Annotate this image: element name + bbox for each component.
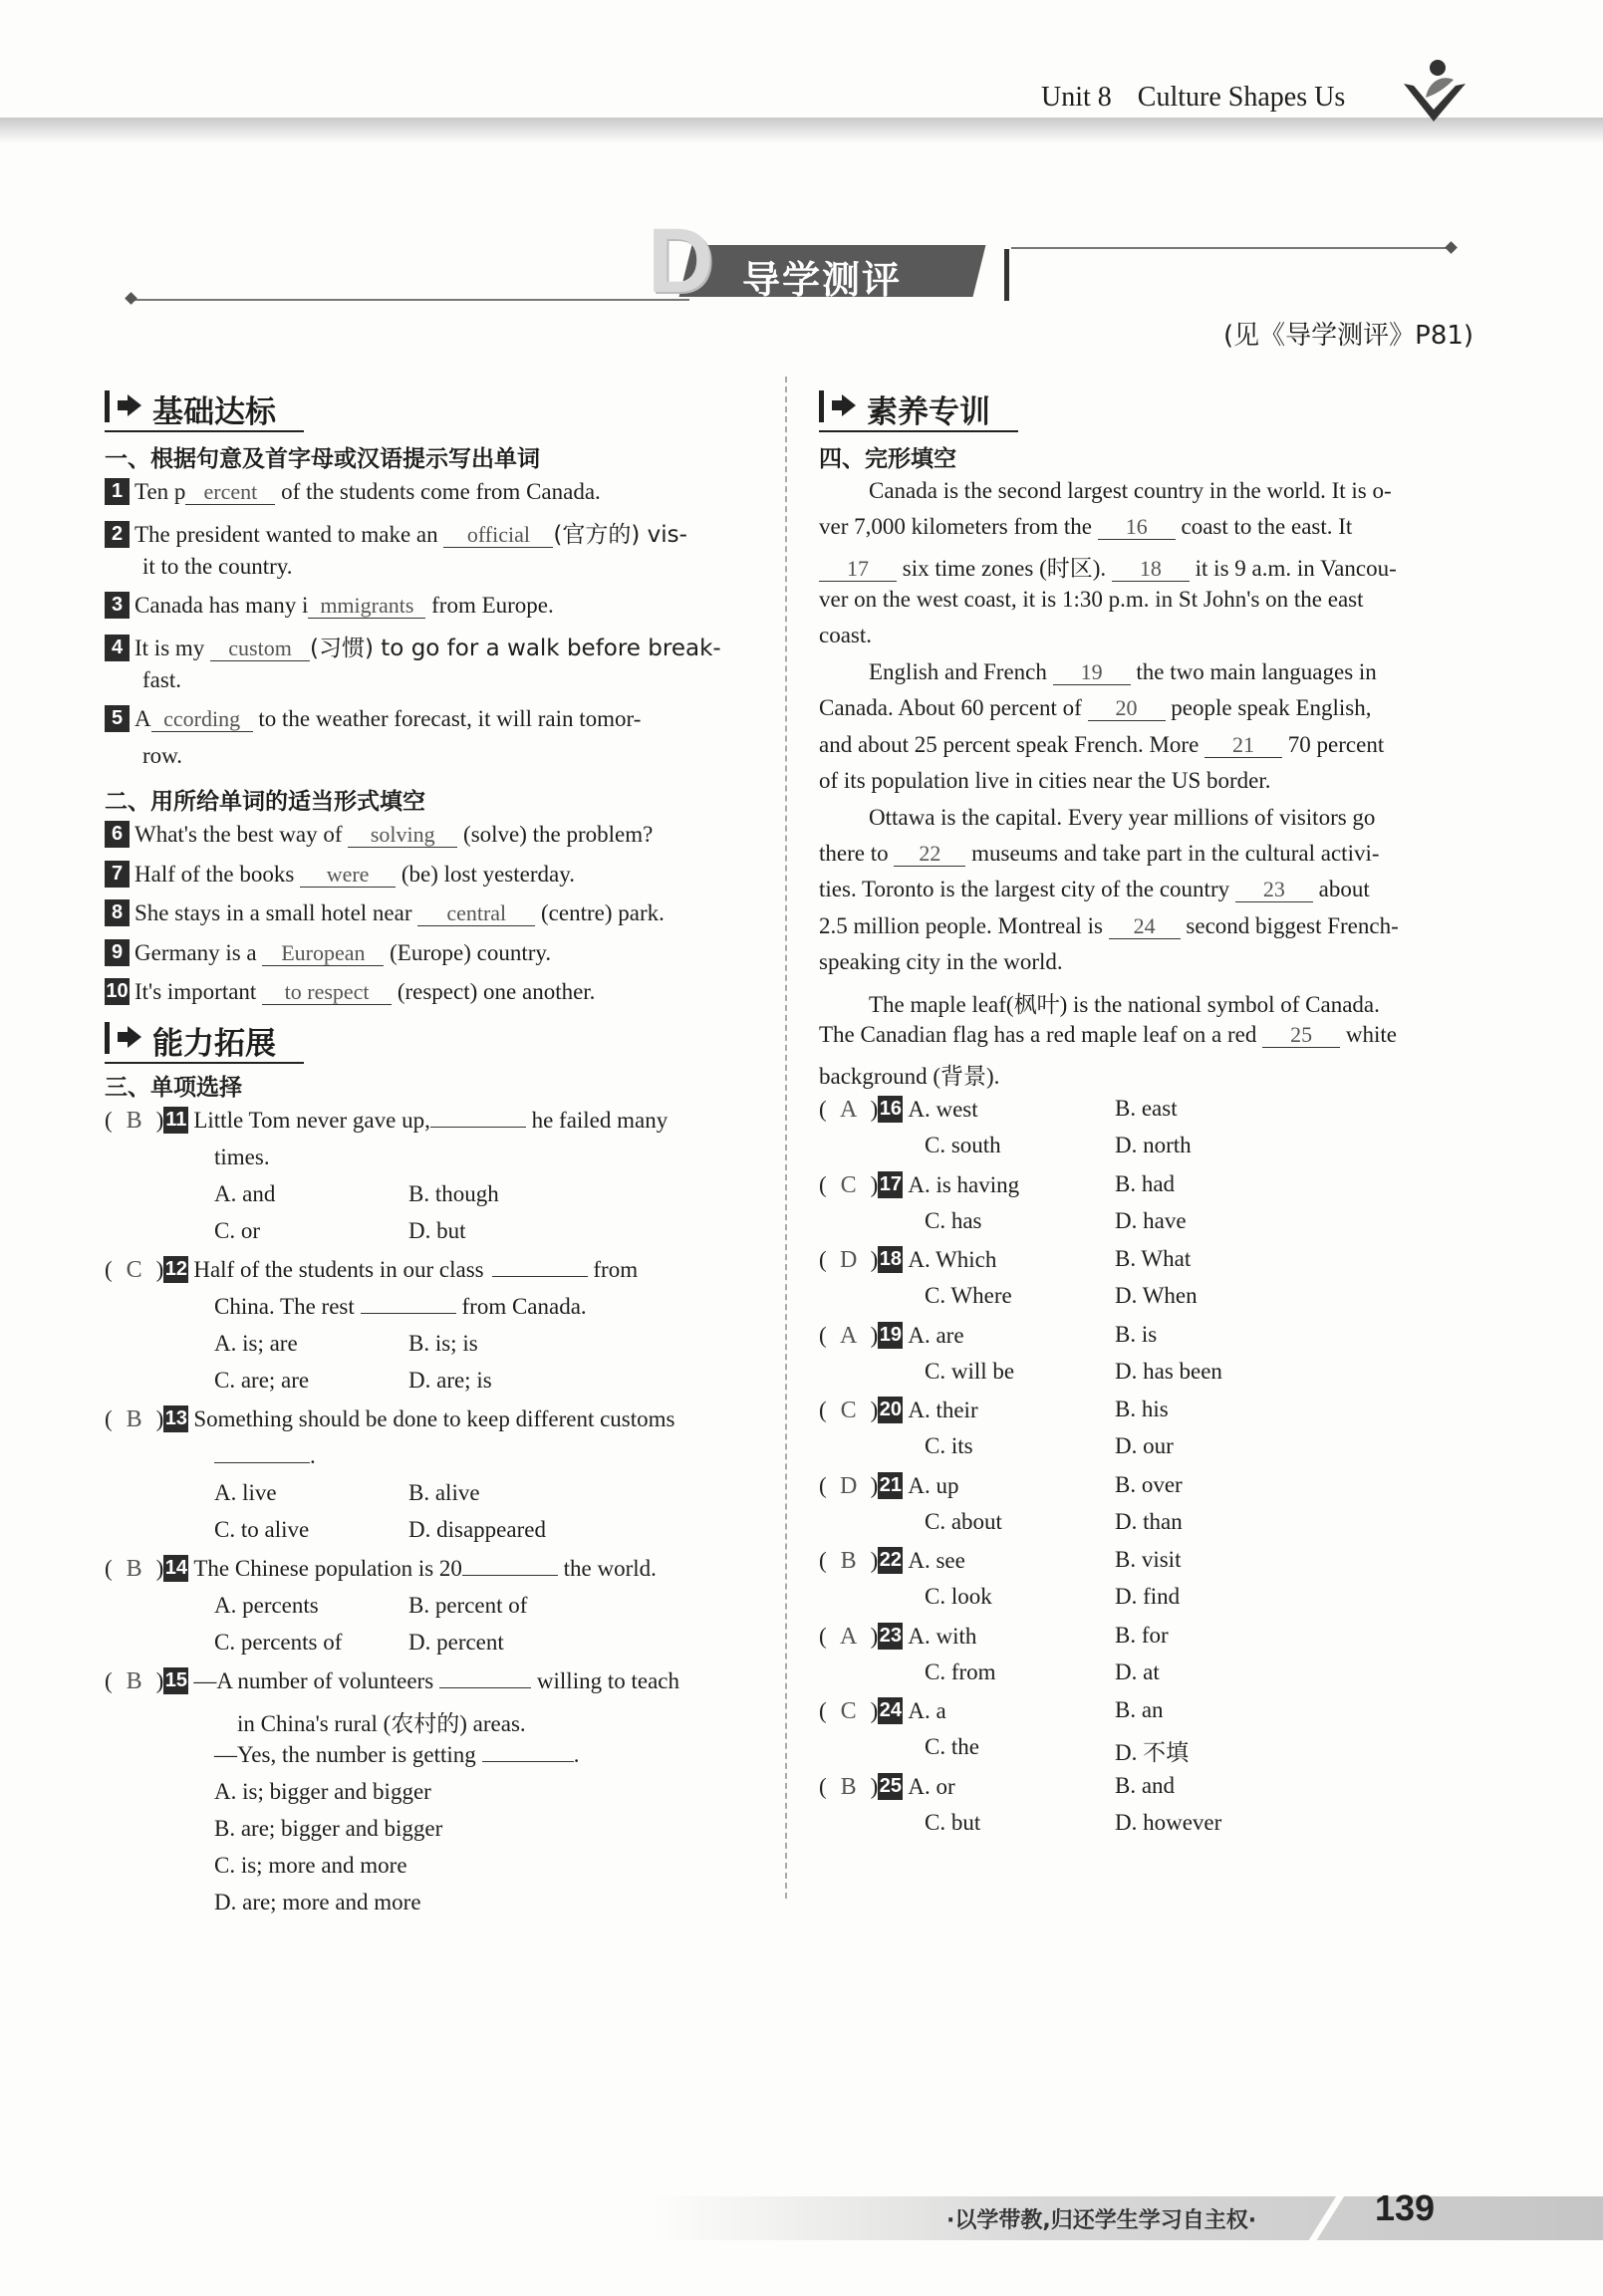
question-number: 13: [163, 1405, 188, 1432]
cloze-choice-16: ( A )16 A. west: [819, 1097, 978, 1123]
answer-blank: were: [300, 863, 396, 888]
option: A. with: [908, 1623, 977, 1649]
option: C. has: [925, 1207, 982, 1233]
option: D. than: [1115, 1508, 1183, 1534]
question-1: 1 Ten p ercent of the students come from Canada.: [105, 478, 601, 505]
option: A. is; are: [214, 1331, 298, 1356]
question-number: 2: [105, 521, 130, 548]
answer-blank: to respect: [262, 980, 392, 1005]
mc-question-14: ( B )14 The Chinese population is 20 the world.: [105, 1556, 657, 1582]
cloze-blank: 23: [1235, 878, 1313, 902]
answer-blank: European: [262, 941, 384, 966]
question-number: 7: [105, 861, 130, 888]
chosen-answer: B: [126, 1556, 142, 1582]
question-2-cont: it to the country.: [142, 554, 293, 579]
question-9: 9 Germany is a European (Europe) country.: [105, 939, 551, 966]
cloze-blank: 21: [1204, 733, 1282, 758]
mc-question-11: ( B )11 Little Tom never gave up, he failed many: [105, 1108, 668, 1134]
banner-end-bar: [1004, 249, 1009, 301]
cloze-blank: 22: [894, 842, 965, 867]
question-number: 5: [105, 705, 130, 732]
question-number: 19: [878, 1322, 903, 1349]
option: B. visit: [1115, 1547, 1182, 1572]
option: A. Which: [908, 1247, 997, 1272]
banner-title: 导学测评: [742, 258, 903, 302]
passage-line: English and French 19 the two main languages in: [869, 659, 1377, 684]
passage-line: The Canadian flag has a red maple leaf on a red 25 white: [819, 1022, 1397, 1047]
option: B. percent of: [408, 1593, 528, 1618]
option: C. to alive: [214, 1517, 310, 1542]
option: D. has been: [1115, 1358, 1222, 1384]
cloze-blank: 20: [1088, 696, 1166, 721]
passage-line: of its population live in cities near the US border.: [819, 768, 1271, 793]
question-8: 8 She stays in a small hotel near central (centre) park.: [105, 899, 665, 926]
option: C. the: [925, 1734, 979, 1759]
passage-line: speaking city in the world.: [819, 949, 1063, 974]
part-underline: [105, 1062, 304, 1064]
cloze-choice-22: ( B )22 A. see: [819, 1548, 965, 1574]
question-10: 10 It's important to respect (respect) one another.: [106, 979, 596, 1004]
option: A. up: [908, 1472, 959, 1498]
option: D. find: [1115, 1584, 1181, 1609]
cloze-blank: 18: [1112, 557, 1190, 582]
mc-stem-cont: in China's rural (农村的) areas.: [237, 1711, 526, 1736]
cloze-blank: 25: [1262, 1023, 1340, 1048]
cloze-choice-18: ( D )18 A. Which: [819, 1247, 997, 1273]
banner-rule-right: [1011, 247, 1452, 249]
cloze-blank: 24: [1109, 914, 1181, 939]
section-heading: 三、单项选择: [105, 1075, 242, 1101]
chosen-answer: C: [840, 1171, 857, 1198]
option: D. at: [1115, 1658, 1160, 1684]
option: B. is; is: [408, 1331, 478, 1356]
question-number: 11: [163, 1107, 188, 1134]
passage-line: 2.5 million people. Montreal is 24 second biggest French-: [819, 913, 1399, 938]
part-underline: [105, 430, 304, 432]
question-number: 1: [105, 478, 130, 505]
chosen-answer: C: [840, 1698, 857, 1724]
option: C. but: [925, 1809, 981, 1835]
option: A. is having: [908, 1171, 1020, 1197]
option: B. his: [1115, 1397, 1169, 1421]
option: B. an: [1115, 1697, 1164, 1722]
passage-line: ver on the west coast, it is 1:30 p.m. in St John's on the east: [819, 587, 1364, 612]
option: A. are: [908, 1322, 964, 1348]
passage-line: 17 six time zones (时区). 18 it is 9 a.m. in Vancou-: [819, 550, 1397, 583]
question-2: 2 The president wanted to make an official (官方的) vis-: [105, 516, 687, 549]
answer-blank: ercent: [185, 480, 275, 505]
option: D. have: [1115, 1207, 1187, 1233]
cloze-blank: 19: [1053, 660, 1131, 685]
option: D. north: [1115, 1133, 1192, 1157]
option: A. west: [908, 1097, 978, 1122]
question-number: 6: [105, 821, 130, 848]
question-7: 7 Half of the books were (be) lost yesterday.: [105, 861, 575, 888]
chosen-answer: A: [840, 1322, 858, 1349]
question-number: 17: [878, 1171, 903, 1198]
reader-logo-icon: [1400, 58, 1469, 128]
answer-blank: ccording: [151, 707, 253, 732]
passage-line: background (背景).: [819, 1064, 1000, 1089]
chosen-answer: A: [840, 1623, 858, 1650]
option: D. percent: [408, 1630, 504, 1655]
mc-question-12: ( C )12 Half of the students in our class from: [105, 1257, 639, 1283]
cloze-blank: 16: [1098, 515, 1176, 540]
option: B. What: [1115, 1246, 1192, 1271]
option: D. When: [1115, 1283, 1198, 1308]
question-number: 20: [878, 1397, 903, 1423]
option: B. is: [1115, 1321, 1158, 1347]
answer-blank: solving: [348, 823, 457, 848]
option: B. over: [1115, 1471, 1183, 1497]
option: B. for: [1115, 1622, 1169, 1648]
option: C. from: [925, 1658, 996, 1684]
passage-line: coast.: [819, 623, 873, 647]
option: C. look: [925, 1584, 992, 1609]
option: C. is; more and more: [214, 1853, 407, 1878]
option: C. about: [925, 1508, 1002, 1534]
question-number: 15: [163, 1667, 188, 1694]
passage-line: there to 22 museums and take part in the cultural activi-: [819, 841, 1380, 866]
arrow-icon: [105, 1022, 145, 1054]
section-heading: 一、根据句意及首字母或汉语提示写出单词: [105, 446, 540, 472]
answer-blank: custom: [210, 637, 310, 661]
chosen-answer: B: [840, 1773, 857, 1800]
option: C. Where: [925, 1283, 1012, 1308]
chosen-answer: A: [840, 1097, 858, 1123]
option: D. our: [1115, 1433, 1174, 1458]
answer-blank: official: [443, 523, 553, 548]
chosen-answer: C: [840, 1398, 857, 1423]
option: C. south: [925, 1133, 1001, 1157]
mc-question-13: ( B )13 Something should be done to keep different customs: [105, 1406, 675, 1432]
passage-line: Canada is the second largest country in the world. It is o-: [869, 478, 1392, 503]
chosen-answer: B: [126, 1668, 142, 1694]
mc-stem-cont: China. The rest from Canada.: [214, 1294, 587, 1319]
passage-line: Canada. About 60 percent of 20 people speak English,: [819, 695, 1372, 720]
cloze-blank: 17: [819, 557, 897, 582]
column-divider: [785, 377, 787, 1899]
banner-letter: D: [648, 210, 714, 312]
part-underline: [819, 430, 1018, 432]
question-number: 21: [878, 1472, 903, 1499]
passage-line: ties. Toronto is the largest city of the country 23 about: [819, 877, 1370, 901]
question-number: 8: [105, 899, 130, 926]
question-4-cont: fast.: [142, 667, 181, 692]
option: D. 不填: [1115, 1740, 1190, 1765]
question-4: 4 It is my custom (习惯) to go for a walk before break-: [105, 630, 721, 662]
part-title: 素养专训: [867, 394, 990, 430]
question-number: 25: [878, 1773, 903, 1800]
answer-blank: central: [417, 901, 535, 926]
option: C. will be: [925, 1358, 1015, 1384]
option: D. disappeared: [408, 1517, 546, 1542]
cloze-choice-25: ( B )25 A. or: [819, 1773, 955, 1800]
option: D. but: [408, 1218, 466, 1243]
footer-slogan: ·以学带教,归还学生学习自主权·: [946, 2208, 1257, 2233]
passage-line: Ottawa is the capital. Every year millions of visitors go: [869, 805, 1376, 830]
chosen-answer: D: [840, 1247, 858, 1273]
running-header: [1041, 82, 1371, 114]
unit-label: Unit 8: [1041, 82, 1112, 113]
question-number: 16: [878, 1096, 903, 1123]
cloze-choice-17: ( C )17 A. is having: [819, 1171, 1020, 1198]
option: A. or: [908, 1773, 955, 1799]
question-number: 18: [878, 1246, 903, 1273]
question-number: 23: [878, 1623, 903, 1650]
chosen-answer: B: [840, 1548, 857, 1574]
question-3: 3 Canada has many i mmigrants from Europe.: [105, 592, 554, 619]
chosen-answer: D: [840, 1472, 858, 1499]
option: B. and: [1115, 1772, 1176, 1798]
part-title: 基础达标: [152, 394, 276, 430]
question-number: 4: [105, 635, 130, 661]
question-5: 5 A ccording to the weather forecast, it will rain tomor-: [105, 705, 641, 732]
arrow-icon: [105, 390, 145, 422]
page-number: 139: [1375, 2187, 1436, 2228]
option: A. a: [908, 1698, 946, 1723]
diamond-icon: [125, 292, 137, 305]
passage-line: The maple leaf(枫叶) is the national symbol of Canada.: [869, 992, 1380, 1017]
section-banner: [568, 210, 1011, 312]
chosen-answer: B: [126, 1406, 142, 1432]
cloze-choice-21: ( D )21 A. up: [819, 1472, 959, 1499]
cloze-choice-24: ( C )24 A. a: [819, 1698, 946, 1724]
reference-note: (见《导学测评》P81): [1223, 321, 1474, 351]
mc-stem-cont: times.: [214, 1145, 270, 1169]
option: B. east: [1115, 1096, 1178, 1121]
cloze-choice-23: ( A )23 A. with: [819, 1623, 977, 1650]
option: A. and: [214, 1181, 276, 1206]
option: C. percents of: [214, 1630, 343, 1655]
arrow-icon: [819, 390, 860, 422]
section-heading: 四、完形填空: [819, 446, 956, 472]
question-6: 6 What's the best way of solving (solve) the problem?: [105, 821, 653, 848]
option: B. had: [1115, 1170, 1176, 1196]
chosen-answer: B: [126, 1108, 142, 1134]
part-title: 能力拓展: [152, 1026, 276, 1062]
cloze-choice-19: ( A )19 A. are: [819, 1322, 964, 1349]
option: D. are; is: [408, 1368, 492, 1393]
mc-stem-cont: .: [214, 1443, 316, 1469]
cloze-choice-20: ( C )20 A. their: [819, 1398, 978, 1423]
option: A. their: [908, 1398, 978, 1422]
option: A. see: [908, 1548, 965, 1573]
mc-question-15: ( B )15 —A number of volunteers willing to teach: [105, 1668, 679, 1694]
passage-line: ver 7,000 kilometers from the 16 coast to the east. It: [819, 514, 1353, 539]
question-number: 12: [163, 1256, 188, 1283]
option: D. however: [1115, 1809, 1222, 1835]
header-band: [0, 118, 1603, 143]
mc-stem-reply: —Yes, the number is getting .: [214, 1742, 580, 1767]
question-number: 9: [105, 939, 130, 966]
diamond-icon: [1445, 241, 1458, 254]
question-number: 24: [878, 1697, 903, 1724]
question-number: 22: [878, 1547, 903, 1574]
passage-line: and about 25 percent speak French. More 21 70 percent: [819, 732, 1385, 757]
section-heading: 二、用所给单词的适当形式填空: [105, 789, 425, 815]
option: A. percents: [214, 1593, 319, 1618]
question-number: 3: [105, 592, 130, 619]
option: B. alive: [408, 1480, 480, 1505]
question-number: 10: [105, 978, 130, 1005]
answer-blank: mmigrants: [308, 594, 425, 619]
option: A. live: [214, 1480, 277, 1505]
option: C. or: [214, 1218, 260, 1243]
unit-title: Culture Shapes Us: [1137, 82, 1346, 113]
question-number: 14: [163, 1555, 188, 1582]
option: D. are; more and more: [214, 1890, 421, 1914]
option: B. though: [408, 1181, 499, 1206]
chosen-answer: C: [126, 1257, 142, 1283]
option: C. its: [925, 1433, 973, 1458]
option: A. is; bigger and bigger: [214, 1779, 431, 1804]
option: C. are; are: [214, 1368, 310, 1393]
option: B. are; bigger and bigger: [214, 1816, 443, 1841]
question-5-cont: row.: [142, 743, 183, 768]
